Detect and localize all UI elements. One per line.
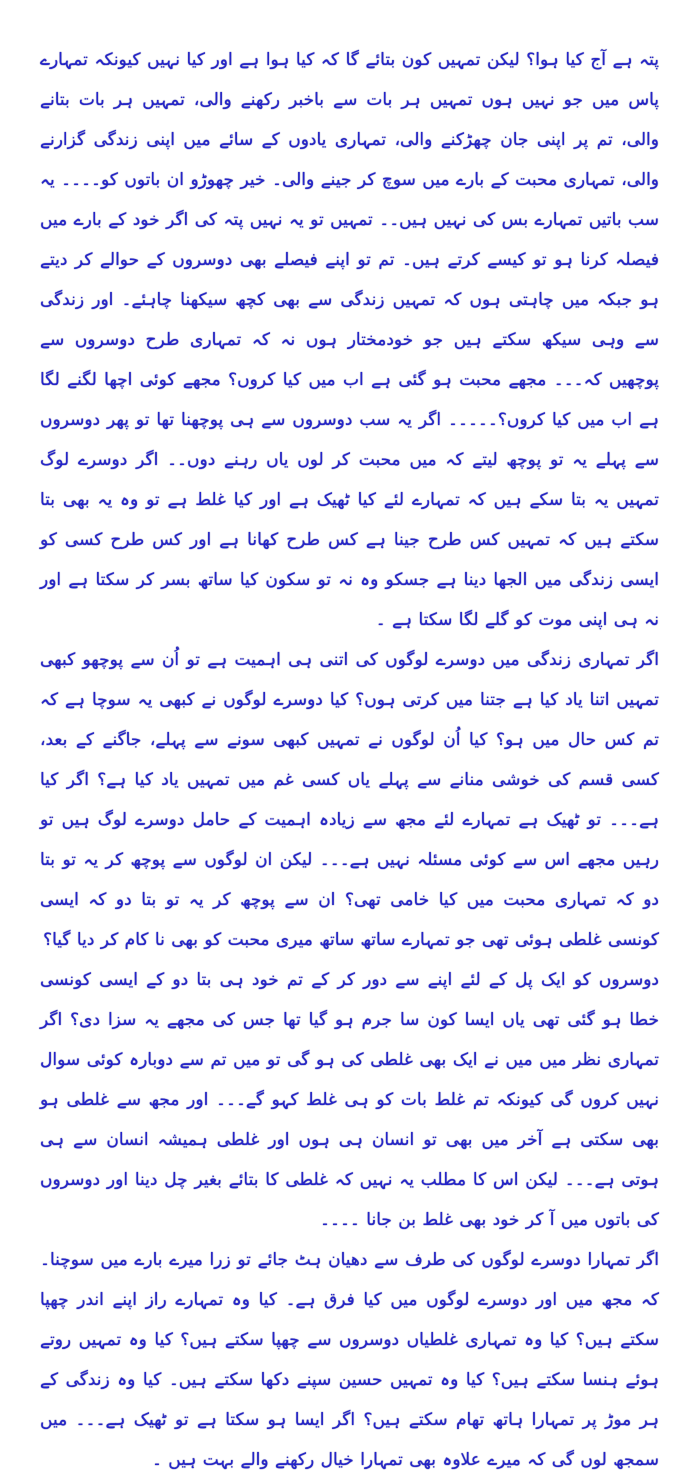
paragraph-3: دوسروں کو ایک پل کے لئے اپنے سے دور کر کے تم خود ہی بتا دو کے ایسی کونسی خطا ہو گئی تھی یاں ایسا کون سا جرم ہو گیا تھا جس کی مجھے یہ سزا دی؟ اگر تمہاری نظر میں میں نے ایک بھی غلطی کی ہو گی تو میں تم سے دوبارہ کوئی سوال نہیں کروں گی کیونکہ تم غلط بات کو ہی غلط کہو گے۔۔۔ اور مجھ سے غلطی ہو بھی سکتی ہے آخر میں بھی تو انسان ہی ہوں اور غلطی ہمیشہ انسان سے ہی ہوتی ہے۔۔۔ لیکن اس کا مطلب یہ نہیں کہ غلطی کا بتائے بغیر چل دینا اور دوسروں کی باتوں میں آ کر خود بھی غلط بن جانا ۔۔۔۔ xyxy=(40,970,659,1230)
paragraph-4: اگر تمہارا دوسرے لوگوں کی طرف سے دھیان ہٹ جائے تو زرا میرے بارے میں سوچنا۔ کہ مجھ میں اور دوسرے لوگوں میں کیا فرق ہے۔ کیا وہ تمہارے راز اپنے اندر چھپا سکتے ہیں؟ کیا وہ تمہاری غلطیاں دوسروں سے چھپا سکتے ہیں؟ کیا وہ تمہیں روتے ہوئے ہنسا سکتے ہیں؟ کیا وہ تمہیں حسین سپنے دکھا سکتے ہیں۔ کیا وہ زندگی کے ہر موڑ پر تمہارا ہاتھ تھام سکتے ہیں؟ اگر ایسا ہو سکتا ہے تو ٹھیک ہے۔۔۔ میں سمجھ لوں گی کہ میرے علاوہ بھی تمہارا خیال رکھنے والے بہت ہیں ۔ xyxy=(40,1250,659,1470)
paragraph-2: اگر تمہاری زندگی میں دوسرے لوگوں کی اتنی ہی اہمیت ہے تو اُن سے پوچھو کبھی تمہیں اتنا یاد کیا ہے جتنا میں کرتی ہوں؟ کیا دوسرے لوگوں نے کبھی یہ سوچا ہے کہ تم کس حال میں ہو؟ کیا اُن لوگوں نے تمہیں کبھی سونے سے پہلے، جاگنے کے بعد، کسی قسم کی خوشی منانے سے پہلے یاں کسی غم میں تمہیں یاد کیا ہے؟ اگر کیا ہے۔۔۔ تو ٹھیک ہے تمہارے لئے مجھ سے زیادہ اہمیت کے حامل دوسرے لوگ ہیں تو رہیں مجھے اس سے کوئی مسئلہ نہیں ہے۔۔۔ لیکن ان لوگوں سے پوچھ کر یہ تو بتا دو کہ تمہاری محبت میں کیا خامی تھی؟ ان سے پوچھ کر یہ تو بتا دو کہ ایسی کونسی غلطی ہوئی تھی جو تمہارے ساتھ ساتھ میری محبت کو بھی نا کام کر دیا گیا؟ xyxy=(40,650,659,950)
urdu-text-block xyxy=(40,40,659,1480)
paragraph-1: پتہ ہے آج کیا ہوا؟ لیکن تمہیں کون بتائے گا کہ کیا ہوا ہے اور کیا نہیں کیونکہ تمہارے پاس میں جو نہیں ہوں تمہیں ہر بات سے باخبر رکھنے والی، تمہیں ہر بات بتانے والی، تم پر اپنی جان چھڑکنے والی، تمہاری یادوں کے سائے میں اپنی زندگی گزارنے والی، تمہاری محبت کے بارے میں سوچ کر جینے والی۔ خیر چھوڑو ان باتوں کو۔۔۔۔ یہ سب باتیں تمہارے بس کی نہیں ہیں۔۔ تمہیں تو یہ نہیں پتہ کی اگر خود کے بارے میں فیصلہ کرنا ہو تو کیسے کرتے ہیں۔ تم تو اپنے فیصلے بھی دوسروں کے حوالے کر دیتے ہو جبکہ میں چاہتی ہوں کہ تمہیں زندگی سے بھی کچھ سیکھنا چاہئے۔ اور زندگی سے وہی سیکھ سکتے ہیں جو خودمختار ہوں نہ کہ تمہاری طرح دوسروں سے پوچھیں کہ۔۔۔ مجھے محبت ہو گئی ہے اب میں کیا کروں؟ مجھے کوئی اچھا لگنے لگا ہے اب میں کیا کروں؟۔۔۔۔۔ اگر یہ سب دوسروں سے ہی پوچھنا تھا تو پھر دوسروں سے پہلے یہ تو پوچھ لیتے کہ میں محبت کر لوں یاں رہنے دوں۔۔ اگر دوسرے لوگ تمہیں یہ بتا سکے ہیں کہ تمہارے لئے کیا ٹھیک ہے اور کیا غلط ہے تو وہ یہ بھی بتا سکتے ہیں کہ تمہیں کس طرح جینا ہے کس طرح کھانا ہے اور کس طرح کسی کو ایسی زندگی میں الجھا دینا ہے جسکو وہ نہ تو سکون کیا ساتھ بسر کر سکتا ہے اور نہ ہی اپنی موت کو گلے لگا سکتا ہے ۔ xyxy=(40,50,659,630)
